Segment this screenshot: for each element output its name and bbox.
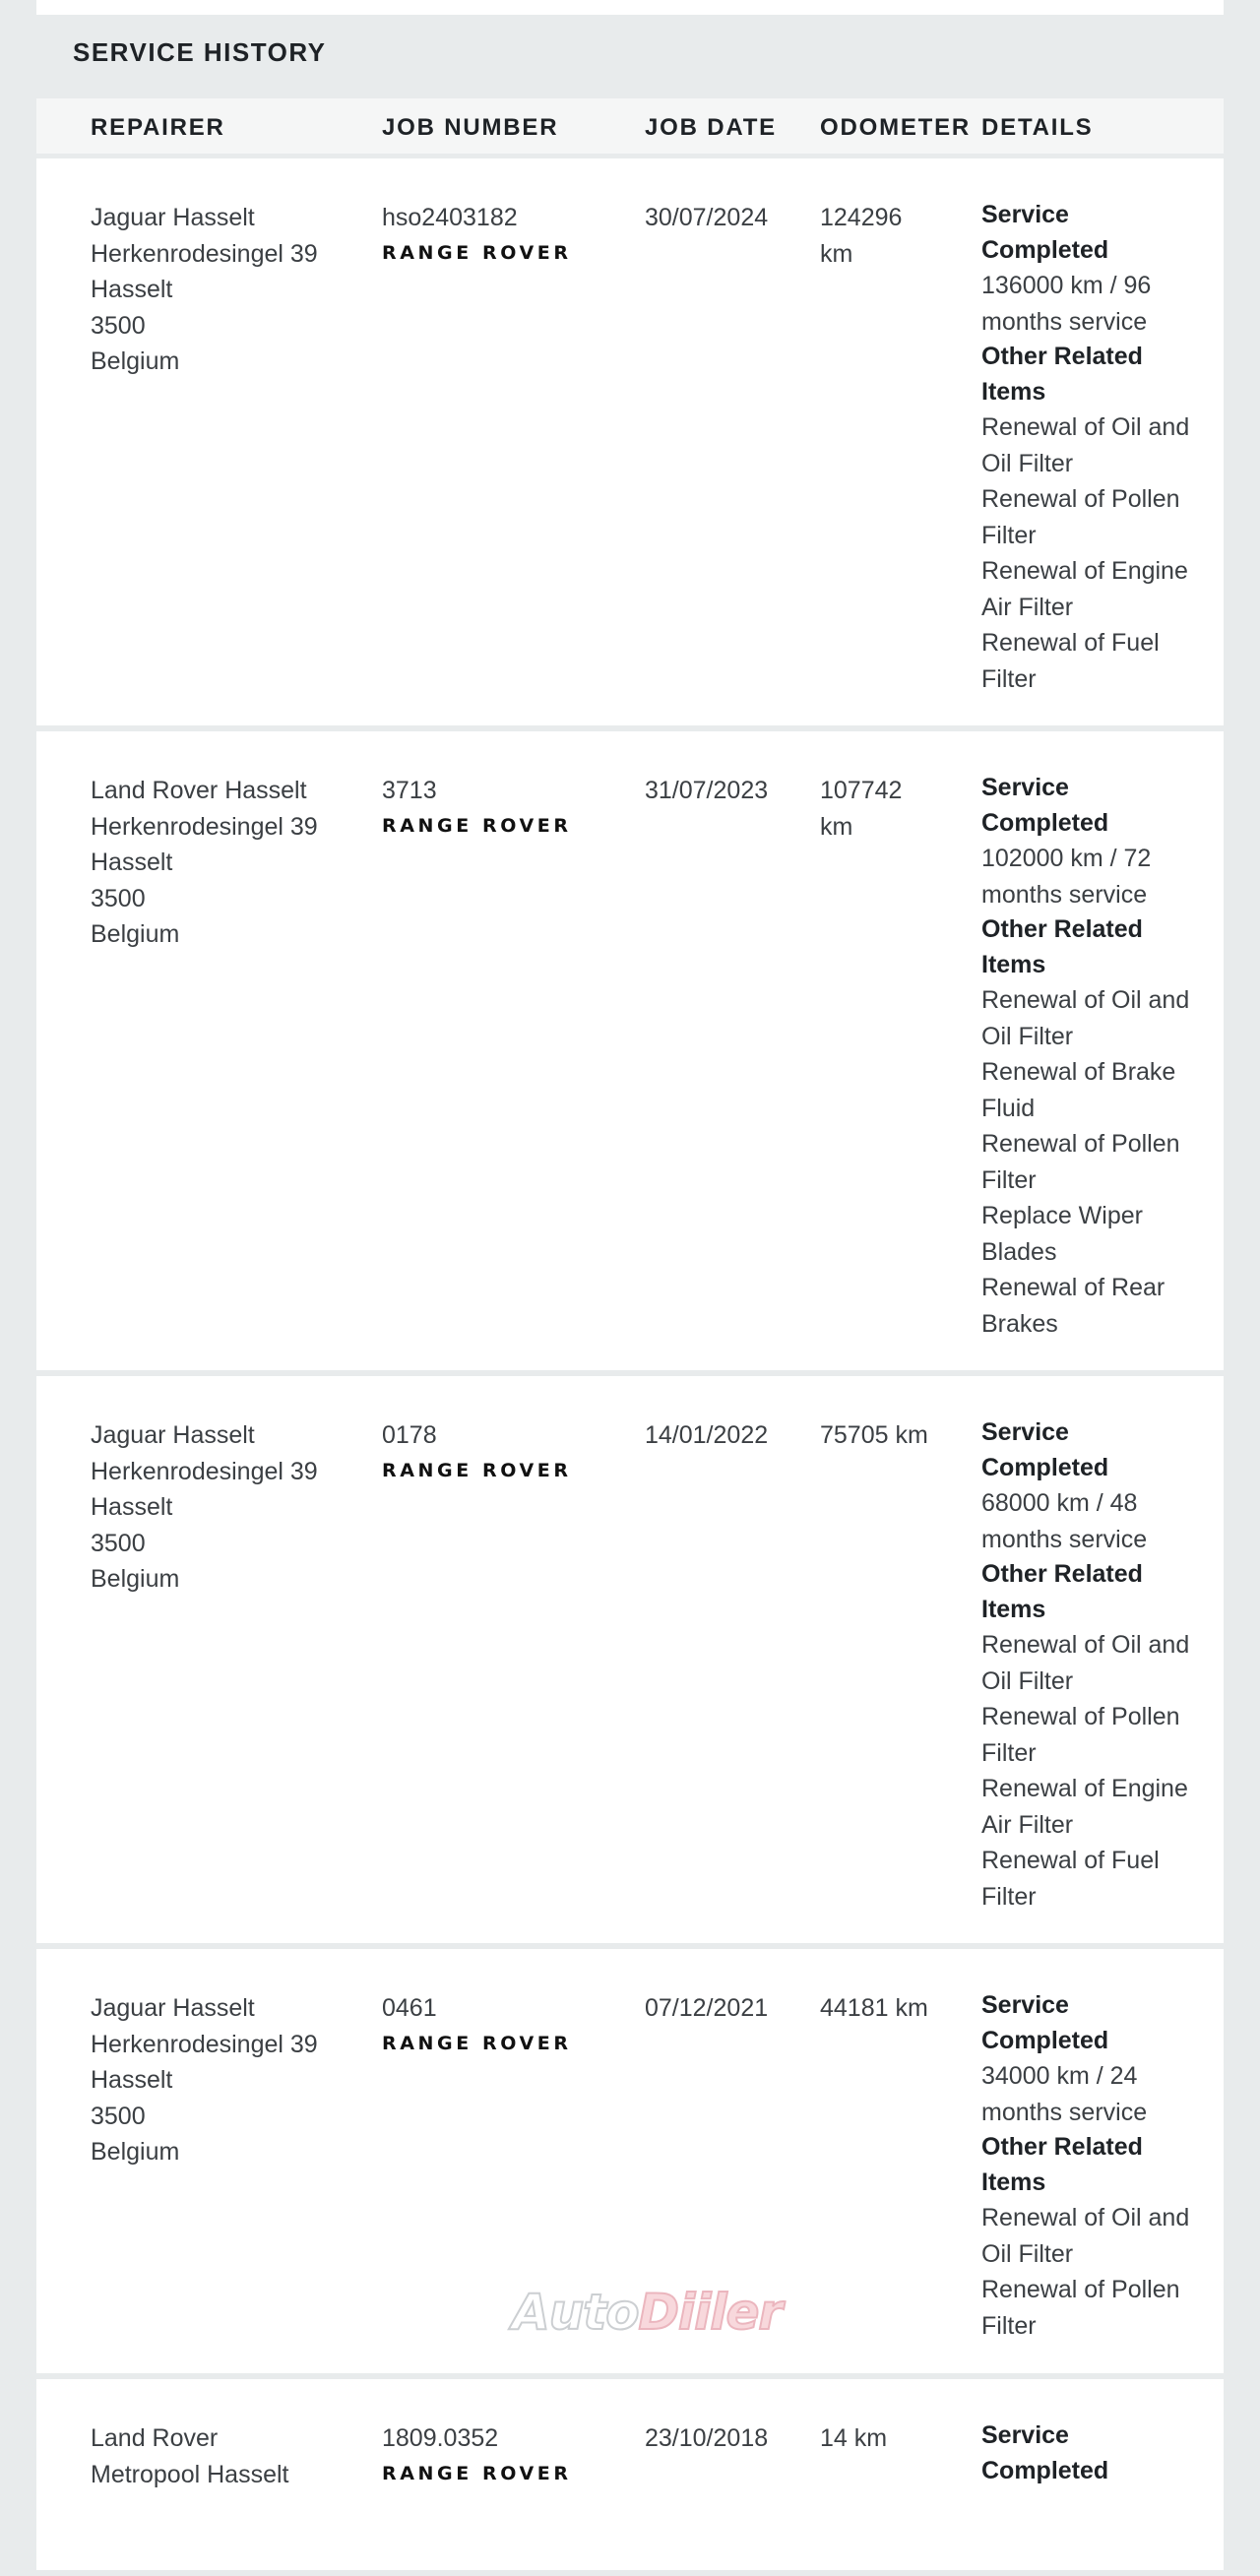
job-number: 3713: [382, 777, 437, 804]
job-number-cell: [382, 200, 618, 264]
job-number: 0461: [382, 1994, 437, 2022]
service-history-table: [36, 98, 1224, 2576]
odometer-value: 44181 km: [820, 1994, 928, 2022]
repairer-cell: [91, 773, 356, 953]
table-header: [36, 98, 1224, 158]
job-date: 23/10/2018: [645, 2424, 769, 2452]
details-heading-other: Other Related Items: [981, 915, 1143, 978]
service-description: 68000 km / 48 months service: [981, 1489, 1148, 1553]
repairer-cell: [91, 1990, 356, 2170]
details-cell: [981, 1988, 1193, 2344]
details-heading-service: Service Completed: [981, 2421, 1109, 2484]
details-heading-other: Other Related Items: [981, 343, 1143, 406]
column-header-details: DETAILS: [981, 114, 1094, 141]
repairer-country: Belgium: [91, 920, 180, 949]
repairer-country: Belgium: [91, 1565, 180, 1594]
range-rover-logo: RANGE ROVER: [382, 241, 572, 264]
job-number: 1809.0352: [382, 2424, 499, 2452]
range-rover-logo: RANGE ROVER: [382, 2032, 572, 2054]
table-row: [36, 158, 1224, 731]
repairer-street: Herkenrodesingel 39: [91, 1457, 318, 1485]
repairer-name: Land Rover Hasselt: [91, 777, 307, 804]
odometer-value: 14 km: [820, 2424, 888, 2452]
related-item: Renewal of Engine Air Filter: [981, 1775, 1188, 1839]
job-number: 0178: [382, 1421, 437, 1449]
service-description: 34000 km / 24 months service: [981, 2062, 1148, 2126]
details-cell: [981, 1415, 1193, 1915]
details-heading-service: Service Completed: [981, 201, 1109, 264]
related-item: Renewal of Engine Air Filter: [981, 557, 1188, 621]
repairer-postcode: 3500: [91, 311, 146, 340]
related-item: Renewal of Oil and Oil Filter: [981, 413, 1190, 477]
section-title: SERVICE HISTORY: [73, 37, 327, 67]
repairer-postcode: 3500: [91, 2102, 146, 2130]
details-heading-service: Service Completed: [981, 774, 1109, 837]
repairer-city: Hasselt: [91, 1493, 173, 1522]
column-header-repairer: REPAIRER: [91, 114, 225, 141]
repairer-country: Belgium: [91, 347, 180, 376]
repairer-street: Herkenrodesingel 39: [91, 2030, 318, 2058]
related-item: Renewal of Fuel Filter: [981, 1847, 1160, 1911]
top-card-edge: [36, 0, 1224, 15]
watermark-part-auto: Auto: [512, 2284, 639, 2341]
repairer-name: Land Rover: [91, 2424, 219, 2452]
repairer-cell: [91, 1417, 356, 1598]
column-header-job-number: JOB NUMBER: [382, 114, 559, 141]
autodiiler-watermark: [512, 2284, 782, 2341]
job-number: hso2403182: [382, 204, 518, 231]
repairer-location: Metropool Hasselt: [91, 2460, 289, 2488]
related-item: Renewal of Fuel Filter: [981, 629, 1160, 693]
job-number-cell: [382, 1417, 618, 1481]
table-row: [36, 2379, 1224, 2576]
repairer-city: Hasselt: [91, 848, 173, 877]
details-heading-service: Service Completed: [981, 1991, 1109, 2054]
job-number-cell: [382, 773, 618, 837]
watermark-part-diiler: Diiler: [638, 2284, 783, 2341]
related-item: Renewal of Brake Fluid: [981, 1058, 1176, 1122]
repairer-cell: [91, 200, 356, 380]
repairer-postcode: 3500: [91, 1529, 146, 1557]
table-row: [36, 731, 1224, 1376]
repairer-street: Herkenrodesingel 39: [91, 812, 318, 841]
details-heading-service: Service Completed: [981, 1418, 1109, 1481]
related-item: Renewal of Pollen Filter: [981, 485, 1180, 549]
repairer-name: Jaguar Hasselt: [91, 1421, 255, 1449]
related-item: Replace Wiper Blades: [981, 1202, 1143, 1266]
job-date: 31/07/2023: [645, 777, 769, 804]
details-cell: [981, 2419, 1193, 2488]
related-item: Renewal of Oil and Oil Filter: [981, 2204, 1190, 2268]
column-header-odometer: ODOMETER: [820, 114, 972, 141]
job-number-cell: [382, 1990, 618, 2054]
related-item: Renewal of Pollen Filter: [981, 1703, 1180, 1767]
range-rover-logo: RANGE ROVER: [382, 814, 572, 837]
related-item: Renewal of Rear Brakes: [981, 1274, 1166, 1338]
job-date: 07/12/2021: [645, 1994, 769, 2022]
service-description: 136000 km / 96 months service: [981, 272, 1152, 336]
range-rover-logo: RANGE ROVER: [382, 1459, 572, 1481]
details-cell: [981, 198, 1193, 697]
repairer-name: Jaguar Hasselt: [91, 204, 255, 231]
related-item: Renewal of Pollen Filter: [981, 1130, 1180, 1194]
repairer-city: Hasselt: [91, 2066, 173, 2095]
job-date: 14/01/2022: [645, 1421, 769, 1449]
odometer-value: 124296 km: [820, 204, 903, 268]
range-rover-logo: RANGE ROVER: [382, 2462, 572, 2484]
column-header-job-date: JOB DATE: [645, 114, 777, 141]
repairer-city: Hasselt: [91, 276, 173, 304]
repairer-name: Jaguar Hasselt: [91, 1994, 255, 2022]
service-description: 102000 km / 72 months service: [981, 845, 1152, 909]
odometer-value: 75705 km: [820, 1421, 928, 1449]
related-item: Renewal of Oil and Oil Filter: [981, 986, 1190, 1050]
repairer-street: Herkenrodesingel 39: [91, 239, 318, 268]
odometer-value: 107742 km: [820, 777, 903, 841]
table-row: [36, 1376, 1224, 1949]
details-heading-other: Other Related Items: [981, 1560, 1143, 1623]
details-cell: [981, 771, 1193, 1342]
repairer-postcode: 3500: [91, 884, 146, 912]
job-number-cell: [382, 2420, 618, 2484]
job-date: 30/07/2024: [645, 204, 769, 231]
repairer-country: Belgium: [91, 2138, 180, 2167]
related-item: Renewal of Oil and Oil Filter: [981, 1631, 1190, 1695]
details-heading-other: Other Related Items: [981, 2133, 1143, 2196]
related-item: Renewal of Pollen Filter: [981, 2276, 1180, 2340]
